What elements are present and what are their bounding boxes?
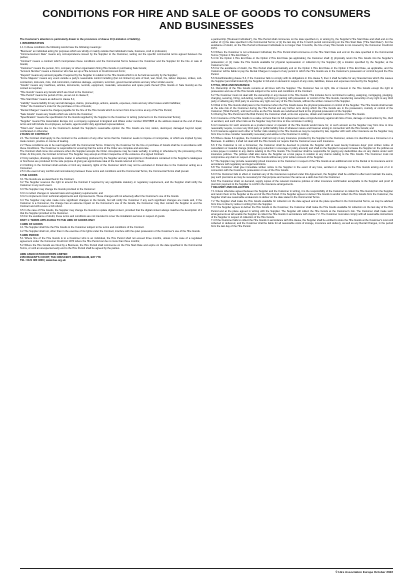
- clause-paragraph: 7.1 Unless otherwise agreed between the Supplier and the Customer in writing, it is the responsibility of the Customer to collect the Hire Goods from the Supplier and return them to the Supplier at the end of the Hire Period. If the Supplier agrees to deliver Hire Goods to and/or collect the Hire Goods from the Customer, the Supplier shall use reasonable endeavours to deliver on the date stated in the Commercial Terms.: [211, 190, 393, 200]
- clause-paragraph: "Hire Goods" means any Goods which are hired to the Customer;: [20, 90, 94, 94]
- clause-paragraph: 3.3 The Supplier may change the Goods provided to the Customer:: [20, 188, 96, 192]
- section-heading: 1 INTERPRETATION: [20, 42, 45, 46]
- clause-paragraph: "Commencement Date" means any correspondence issued by the Supplier to the Customer, setting out the specific commercial terms agreed between the parties;: [20, 53, 202, 60]
- clause-paragraph: 7.3 If the Supplier agrees to deliver the Hire Goods to the Customer, the Customer shall make the Hire Goods available for collection on the last day of the Hire Period and at the place agreed in writing with the Supplier. The Supplier will collect the Hire Goods at the Customer's risk. The Customer shall make such arrangements as will enable the Supplier to collect the Hire Goods in accordance with clause 7.2. The Customer must also comply with all reasonable instructions of the Supplier in respect of collection of the Hire Goods.: [211, 206, 394, 219]
- clause-paragraph: a partnership ("Relevant Individual"), the Hire Period shall commence on the date specified on, or arising by, the Supplier's Hire Start Date and shall end on the earlier of: (i) the date specified in the Commercial Terms; or (ii) the last day of the 3 month period commencing on the Hire Start Date ("Hire Start Date"). For the avoidance of doubt, on the Hire Period to Relevant Individuals is no longer than 3 months, the hire of any Hire Goods is not covered by the Consumer Credit Act 1974.: [211, 38, 393, 51]
- clause-paragraph: 6.6 If the Customer is not a Consumer, the Customer shall be deemed to provide the Supplier with at least twenty business days' prior written notice of cancellation or material change (including any reduction in coverage or policy amount) and shall on the Supplier's request increase the Supplier on the policies as a loss payee in relation to any claims relating to the Hire Goods. The Customer shall be responsible for paying any deductibles due on any claims under such insurance policies. The policies shall also name the Supplier as a loss payee in relation to any claims relating to the Hire Goods. The Customer must not compromise any claim in respect of the Hire Goods without any prior written consent of the Supplier.: [211, 143, 393, 159]
- clause-paragraph: "Liability" means liability for any and all damages, claims, proceedings, actions, awards, expenses, costs and any other losses and/or liabilities;: [20, 101, 181, 105]
- clause-paragraph: 3.2 The Supplier reserves the right to amend the Contract if required by any applicable statutory or regulatory requirement, and the Supplier shall notify the Customer in any such event.: [20, 181, 202, 188]
- clause-paragraph: 6.10 The Customer shall, on demand, supply copies of the relevant insurance policies or other insurance confirmation acceptable to the Supplier and proof of premium payment to the Supplier to confirm the insurance arrangements.: [211, 179, 393, 186]
- clause-paragraph: 5.2 Where the Hire Goods are hired by a Business, the Hire Period shall commence on the Hire Start Date and expire on the date specified in the Commercial Terms, or until an unexpected early end to the Hire Period shall be agreed by the parties.: [20, 243, 202, 250]
- clause-paragraph: 5.1 Where hire of the Hire Goods is to a Customer who is an individual, the Hire Period shall not exceed three months, unless in the case of a regulated agreement under the Consumer Credit Act 1974 where the Hire Period can be no more than three months;: [20, 237, 202, 244]
- clause-paragraph: 6.7 The Supplier may provide reasonably priced insurance to the Customer in respect of the Hire Goods at an additional cost to the Rental or its insurance and in accordance with regulatory and legal restrictions.: [211, 159, 393, 166]
- clause-paragraph: 5.3 Where the Customer is not a Relevant Individual, the Hire Period shall commence on the Hire Start Date and end on the date specified in the Commercial Terms ("Option 2 Hire End Date").: [211, 50, 393, 57]
- page-footer: [20, 570, 393, 574]
- clause-paragraph: 3.5 In the case of Hire Goods, the Supplier may change the Goods to update digital content, provided that the digital content always matches the description of it that the Supplier provided to the Customer.: [20, 208, 202, 215]
- clause-paragraph: 5.4 On the Option 1 Hire End Date or the Option 2 Hire End Date (as applicable), the Customer shall: (i) physically return the Hire Goods into the Supplier's possession; or (ii) make the Hire Goods available for physical repossession or collection by the Supplier; (iii) a location specified by the Supplier, at the Customer's risk.: [211, 57, 393, 67]
- clause-paragraph: "Contract" means a contract which incorporates these conditions and the Commercial Terms between the Customer and the Supplier for the hire or sale of Goods;: [20, 59, 202, 66]
- clause-paragraph: "Account Number" means a Customer who has set up a Hire Account or Credit Account Form;: [20, 70, 126, 74]
- clause-paragraph: The Contract shall come into existence when the Supplier accepts the Order. Acceptance may be made verbally, in writing or otherwise by the processing of the Order. At this point, the Contract is formed. The Supplier may accept an Order irrespective of the existence of a signed Contract.: [20, 150, 202, 157]
- right-column: [211, 38, 393, 263]
- company-address-block: [20, 253, 202, 263]
- clause-paragraph: 3.6 For the avoidance of doubt, these terms and conditions are not intended to cover the installation services in respect of goods.: [20, 215, 166, 219]
- clause-paragraph: 2.4 Nothing in the Contract shall exclude or limit any statutory rights of the Customer which may not be excluded or limited due to the Customer acting as a Consumer.: [20, 163, 202, 170]
- clause-paragraph: "Business" an individual acting for purposes which are wholly or mainly outside that individual's trade, business, craft or profession;: [20, 49, 168, 53]
- clause-paragraph: 5.6 Notwithstanding clause 5.4, if the Customer fails to comply with its obligations in this clause 5, then it shall be liable for any financial loss which this causes the Supplier (and shall indemnify the Supplier in full and on demand in respect of any costs, liabilities, losses and expenses incurred by the Supplier).: [211, 76, 393, 83]
- clause-paragraph: 2.5 In the event of any conflict and inconsistency between these terms and conditions and the Commercial Terms, the Commercial Terms shall prevail.: [20, 170, 190, 174]
- section-heading: 7 DELIVERY AND COLLECTION: [211, 186, 250, 190]
- clause-paragraph: 4.1 The Supplier shall hire the Hire Goods to the Customer subject to the terms and conditions of the Contract.: [20, 226, 145, 230]
- clause-paragraph: 6.4.1 Insurance of the Hire Goods to a value not less than its full replacement value comprehensively against all risks of loss, damage or destruction by fire, theft or accident, and such other risks as the Supplier may from time to time nominate in writing;: [211, 117, 393, 124]
- section-heading: 2 BASIS OF CONTRACT: [20, 133, 50, 137]
- section-heading: 3 THE GOODS: [20, 174, 38, 178]
- company-address: 2450 REGENT'S COURT, THE CRESCENT, BIRMINGHAM, B37 7YE: [20, 256, 102, 260]
- clause-paragraph: 6.3 Risk in the Hire Goods shall pass to the Customer when the Hire Goods leave the physical possession or control of the Supplier. The Hire Goods shall remain at the sole risk of the Customer during the Hire Period and any further term during which the Hire Goods are in the possession, custody or control of the Customer ("Risk Period"), until such a time as the Hire Goods are redelivered back to the physical possession of the Supplier.: [211, 103, 393, 113]
- clause-paragraph: The Customer's attention is particularly drawn to the provisions of clause 10 (Limitation of liability).: [20, 38, 141, 41]
- clause-paragraph: 3.1 The Goods are as described in the Contract.: [20, 177, 75, 181]
- clause-paragraph: 6.4 During the Hire Period and the Risk Period, the Customer shall, at its own expense, obtain and maintain insurance of the Hire Goods.: [211, 113, 366, 117]
- clause-paragraph: 1.1 In these conditions the following words have the following meanings:: [20, 45, 102, 49]
- section-heading: 5 HIRE PERIOD: [20, 233, 39, 237]
- copyright-notice: © Hire Association Europe October 2022: [335, 570, 393, 574]
- clause-paragraph: 6.5 Where clause 6.4 applies, the Customer shall not rely on any insurance provided by the Supplier to the Customer, unless it is identified as a Consumer or a Business. In addition, it shall not deal with the Hire Goods nor require that the Customer uses such insurance.: [211, 137, 393, 144]
- clause-paragraph: "Goods" means any machines, articles, documents, records, equipment, materials, accessories and spare parts thereof (Hire Goods or Sale Goods) as the context so requires;: [20, 84, 202, 91]
- left-column-paragraphs: [20, 38, 202, 250]
- clause-paragraph: "Hire Start Date" means as defined in clause 6.1;: [20, 98, 76, 102]
- left-column: [20, 38, 202, 263]
- clause-paragraph: "Deposit" means any amount payable if required by the Supplier in relation to the Hire Goods which is to be held as security by the Supplier;: [20, 73, 178, 77]
- section-heading: PART 1: TERMS APPLICABLE TO THE HIRE OF GOODS ONLY: [20, 219, 95, 222]
- clause-paragraph: "Force Majeure" means any event outside a party's reasonable control including (but not limited to) acts of God, war, flood, fire, labour disputes, strikes, sub-contractors, lock-outs, riots, civil commotion, malicious damage, explosion, terrorism, governmental actions and any other similar events;: [20, 77, 202, 84]
- clause-paragraph: 6.8 The Customer shall give immediate written notice to the Supplier in the event of any loss, accident or damage to the Hire Goods arising out of or in connection with the Customer's possession or use of the Hire Goods.: [211, 166, 393, 173]
- company-name: HIRE ASSOCIATION EUROPE LIMITED: [20, 252, 68, 256]
- clause-paragraph: 7.2 The Supplier shall make the Hire Goods available for collection on the date agreed and at the place specified in the Commercial Terms, as may be advised from time to time by notice in writing from the Supplier.: [211, 199, 393, 206]
- clause-paragraph: 3.3.1 to reflect changes in relevant laws and regulatory requirements; and: [20, 191, 103, 195]
- clause-paragraph: 7.4 If the Customer fails to collect the Hire Goods in accordance with this clause, the Supplier shall be entitled to store the Hire Goods at the Customer's cost until collected or delivered, and the Customer shall be liable for all reasonable costs of storage, insurance and delivery, as well as any Rental Charges, in the period from the last day of the Hire Period.: [211, 219, 393, 229]
- clause-paragraph: 6.4.2 insurance for such amounts as a prudent owner or operator of the Hire Goods would insure for, or such amount as the Supplier may from time to time reasonably require, to cover any third party or public liability risks of whatever nature and however arising in connection with the Hire Goods; and: [211, 123, 393, 130]
- clause-paragraph: 4.2 The Supplier shall not, other than in the exercise of its rights under the Contract, interfere with the quiet possession of the Customer's use of the Hire Goods.: [20, 229, 201, 233]
- footer-divider: [20, 568, 393, 569]
- clause-paragraph: 2.1 The Contract shall apply to the contract to the exclusion of any other terms that the Customer seeks to impose or incorporate, or which are implied by law, trade custom, practice or course of dealing.: [20, 136, 202, 144]
- clause-paragraph: "Total Loss" means due to the Customer's default the Supplier's reasonable opinion the Hire Goods are lost, stolen, destroyed, damaged beyond repair, confiscated or otherwise;: [20, 126, 202, 133]
- clause-paragraph: 3.4 The Supplier may also make more significant changes to the Goods, but will notify the Customer if any such significant changes are made and, if the Customer is a Consumer, the change has an adverse impact on the Consumer's use of the Goods, the Consumer may then contact the Supplier to end the Contract and will receive a full refund.: [20, 198, 202, 209]
- clause-paragraph: "Order" the Customer's order for the purchase or hire of Goods;: [20, 105, 92, 109]
- clause-paragraph: "Rental Charges" means the charges payable for the hire of the Hire Goods which is current from time to time at any of the Hire Period;: [20, 109, 173, 113]
- clause-paragraph: "Specification" means the specification for the Goods supplied by the Supplier to the Customer in writing (referred to in the Commercial Terms);: [20, 116, 181, 120]
- clause-paragraph: "Supplier" means Hire Association Europe Ltd, a company registered in England and Wales under number 08176885 at the address stated at the end of these terms and will include its employees, servants, agents and/or duly appointed representatives;: [20, 119, 202, 126]
- section-heading: 6 TITLE, RISK AND INSURANCE: [211, 83, 250, 87]
- clause-paragraph: 2.3 Any samples, drawings, descriptive matter or advertising produced by the Supplier and any descriptions or illustrations contained in the Supplier's catalogues or brochures are produced for the sole purpose of giving an approximate idea of the Goods referred to in them.: [20, 157, 202, 164]
- clause-paragraph: 6.1 Ownership of the Hire Goods remains at all times with the Supplier. The Customer has no right, title or interest in the Hire Goods except the right to possession and use of the Hire Goods subject to the terms and conditions of the Contract.: [211, 87, 393, 94]
- document-title: CONDITIONS FOR HIRE AND SALE OF GOODS TO CONSUMERS AND BUSINESSES: [42, 8, 371, 32]
- company-contact: TEL: 0121 380 4600 | www.hae.org.uk: [20, 259, 66, 263]
- clause-paragraph: 6.4.3 insurance against such other or further risks relating to the Hire Goods as may be required by law, together with such other insurance as the Supplier may from time to time consider reasonably necessary and advise to the Customer in writing.: [211, 130, 393, 137]
- right-column-paragraphs: [211, 38, 393, 228]
- clause-paragraph: 2.2 These conditions are to be read together with the Commercial Terms. Orders by the Customer for the hire or purchase of Goods shall be in accordance with these Conditions. The Customer is responsible for ensuring that the terms of the Order are complete and accurate.: [20, 143, 202, 150]
- two-column-body: [20, 38, 393, 263]
- clause-paragraph: "Customer" means the person, firm, company or other organisation hiring Hire Goods or purchasing Sale Goods;: [20, 66, 147, 70]
- clause-paragraph: 5.5 For the avoidance of doubt, the Hire Period shall automatically end on the Option 1 Hire End Date or the Option 2 Hire End Date, as applicable, and the Customer will be liable to pay the Rental Charges in respect of any period in which the Hire Goods are in the Customer's possession or control beyond the Hire Period.: [211, 67, 393, 77]
- clause-paragraph: 6.9 If the Customer fails to effect or maintain any of the insurances required under this Agreement, the Supplier shall be entitled to effect and maintain the same, pay such premiums as may be necessary for that purpose and recover the same as a debt due from the Customer.: [211, 173, 393, 180]
- clause-paragraph: "Sale Goods" means any Goods which are sold to the Customer;: [20, 112, 94, 116]
- clause-paragraph: 6.2 The Customer must not deal with the ownership or any interest in the Hire Goods. This includes but is not limited to selling, assigning, mortgaging, pledging, charging, securing, hiring, sub-letting, lending, sub-hiring or parting with possession or control of the Hire Goods, transferring ownership of any right to any third party or allowing any third party to exercise any right over any of the Hire Goods, without the written consent of the Supplier.: [211, 93, 393, 104]
- clause-paragraph: 3.3.2 to implement minor technical adjustments and improvements. These changes will not adversely affect the Customer's use of the Goods.: [20, 195, 180, 199]
- section-heading: 4 HIRE OF GOODS: [20, 222, 43, 226]
- clause-paragraph: "Hire Period" means the period of hire, as set out in clause 6;: [20, 94, 89, 98]
